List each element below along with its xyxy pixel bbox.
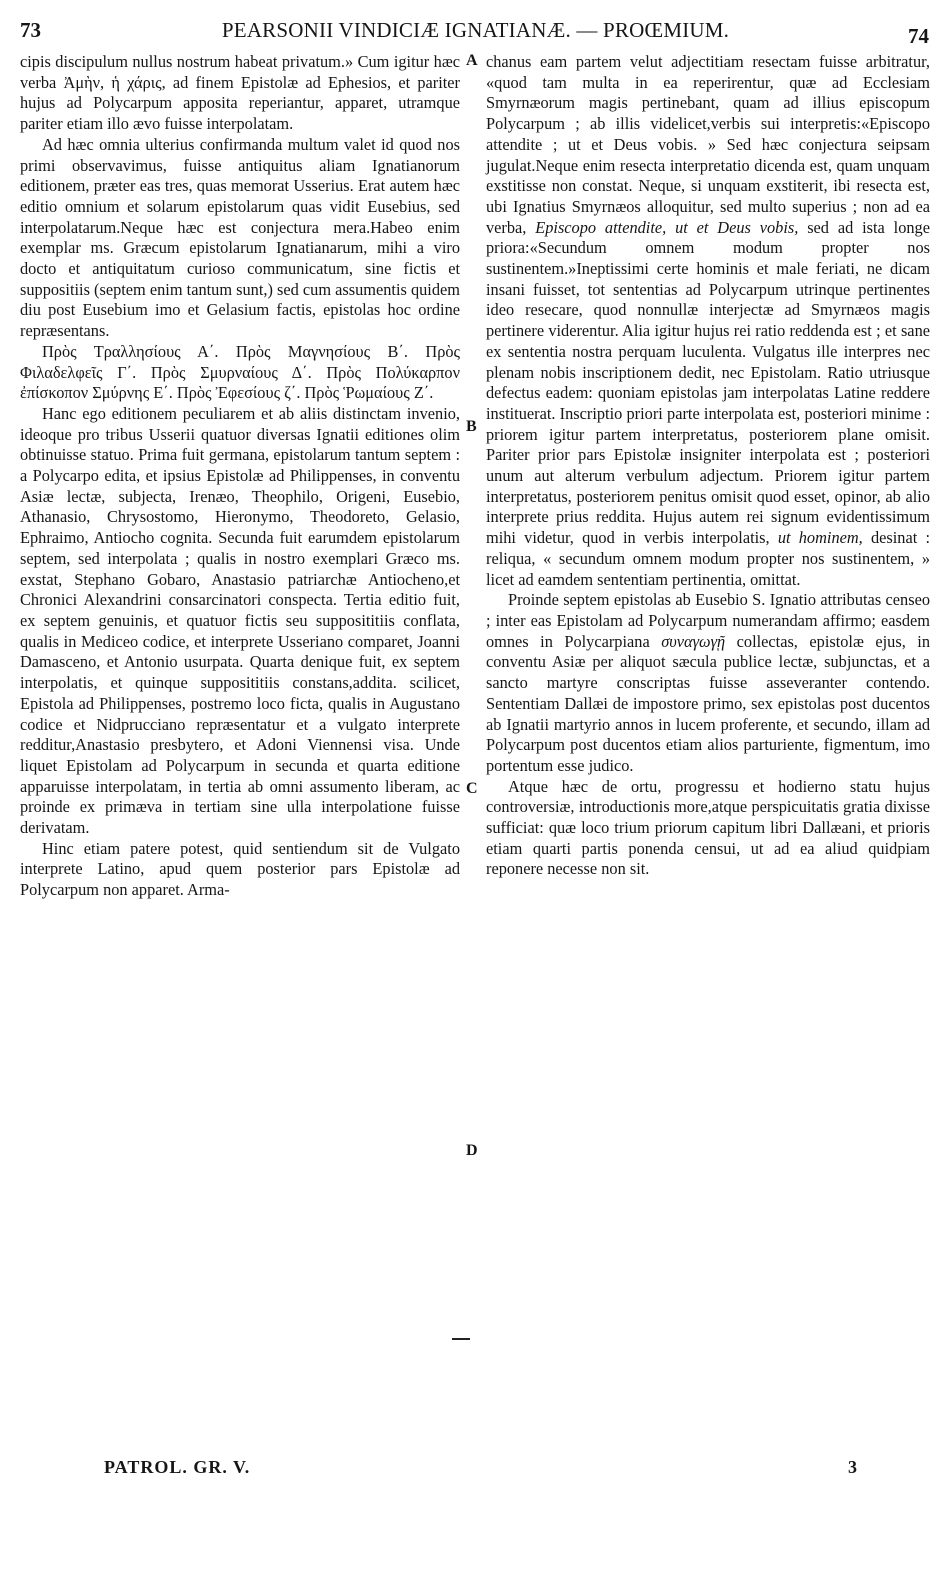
greek-word: συναγωγῇ: [661, 631, 726, 651]
page-number-right: 74: [908, 24, 929, 48]
italic-quote: Episcopo attendite, ut et Deus vobis,: [535, 217, 799, 237]
margin-letter-b: B: [466, 418, 477, 435]
paragraph: Ad hæc omnia ulterius confirmanda multum valet id quod nos primi observavimus, fuisse antiquitus aliam Ignatianorum editionem, præter eas tres, quas memorat Usserius. Erat autem hæc editio omnium et solarum epistolarum quas vidit Eusebius, sed interpolatarum.Neque hæc est conjectura mera.Habeo enim exemplar ms. Græcum epistolarum Ignatianarum, mihi a viro docto et antiquitatum curioso communicatum, sine fictis et suppositiis (septem enim tantum sunt,) sed cum assumentis quidem diu post Eusebium imo et Gelasium factis, epistolas hoc ordine repræsentans.: [20, 134, 460, 341]
paragraph: [486, 590, 930, 776]
left-column: [20, 52, 460, 901]
section-divider: [452, 1338, 470, 1340]
margin-letter-c: C: [466, 780, 478, 797]
italic-quote: ut hominem,: [777, 528, 863, 548]
paragraph: Atque hæc de ortu, progressu et hodierno statu hujus controversiæ, introductionis more,atque perspicuitatis gratia dixisse sufficiat: quæ loco trium priorum capitum libri Dallæani, et prioris etiam quarti partis ponenda censui, ut ad ea aliud quidpiam reponere necesse non sit.: [486, 776, 930, 879]
footer-gathering-number: 3: [848, 1457, 857, 1477]
paragraph: cipis discipulum nullus nostrum habeat privatum.» Cum igitur hæc verba Ἀμὴν, ἡ χάρις, ad finem Epistolæ ad Ephesios, et pariter hujus ad Polycarpum apposita reperiantur, apparet, utramque pariter etiam illo ævo fuisse interpolatam.: [20, 52, 460, 134]
footer-signature: PATROL. GR. V.: [104, 1457, 251, 1477]
text-run: Proinde septem epistolas ab Eusebio S. Ignatio attributas censeo ; inter eas Epistolam ad Polycarpum numerandam affirmo; easdem omnes in Polycarpiana: [486, 590, 930, 651]
text-run: desinat : reliqua, « secundum omnem modum propter nos sustinentem, » licet ad eamdem sententiam pertinentia, omittat.: [486, 528, 930, 589]
margin-letter-d: D: [466, 1142, 478, 1159]
text-run: chanus eam partem velut adjectitiam resectam fuisse arbitratur, «quod tam multa in ea reperirentur, quæ ad Ecclesiam Smyrnæorum magis pertinebant, quam ad illius episcopum Polycarpum ; ab illis videlicet,verbis sui interpretis:«Episcopo attendite ; ut et Deus vobis. » Sed hæc conjectura seipsam jugulat.Neque enim resecta interpretatio dicenda est, quam unquam exstitisse non constat. Neque, si unquam exstiterit, ibi resecta est, ubi Ignatius Smyrnæos alloquitur, sed multo superius ; non ad ea verba,: [486, 52, 930, 237]
paragraph: [486, 52, 930, 590]
paragraph: Hinc etiam patere potest, quid sentiendum sit de Vulgato interprete Latino, apud quem posterior pars Epistolæ ad Polycarpum non apparet. Arma-: [20, 838, 460, 900]
greek-epistle-list: Πρὸς Τραλλησίους Α΄. Πρὸς Μαγνησίους Β΄. Πρὸς Φιλαδελφεῖς Γ΄. Πρὸς Σμυρναίους Δ΄. Πρὸς Πολύκαρπον ἐπίσκοπον Σμύρνης Ε΄. Πρὸς Ἐφεσίους ζ΄. Πρὸς Ῥωμαίους Ζ΄.: [20, 341, 460, 403]
text-run: collectas, epistolæ ejus, in conventu Asiæ per aliquot sæcula publice lectæ, subjunctas, et a sancto martyre conscriptas fuisse asseveranter contendo. Sententiam Dallæi de impostore primo, sex epistolas post ducentos ab Ignatii martyrio annos in lucem proferente, et secundo, illam ad Polycarpum post ducentos etiam alios parturiente, figmentum, imo portentum esse judico.: [486, 631, 930, 775]
paragraph: Hanc ego editionem peculiarem et ab aliis distinctam invenio, ideoque pro tribus Usserii quatuor diversas Ignatii editiones olim obtinuisse statuo. Prima fuit germana, epistolarum tantum septem : a Polycarpo edita, et ipsius Epistolæ ad Philippenses, in conventu Asiæ lectæ, subjecta, Irenæo, Theophilo, Origeni, Eusebio, Athanasio, Chrysostomo, Hieronymo, Theodoreto, Gelasio, Ephraimo, Antiocho cognita. Secunda fuit earumdem epistolarum septem, sed interpolata ; qualis in nostro exemplari Græco ms. exstat, Stephano Gobaro, Anastasio patriarchæ Antiocheno,et Chronici Alexandrini consarcinatori conspecta. Tertia editio fuit, ex septem genuinis, et quatuor fictis seu supposititiis conflata, qualis in Mediceo codice, et interprete Usseriano comparet, Joanni Damasceno, et Antonio usurpata. Quarta denique fuit, ex septem interpolatis, et quinque supposititiis constans,addita. scilicet, Epistola ad Philippenses, postremo loco ficta, qualis in Augustano codice et Nidprucciano repræsentatur et a vulgato interprete redditur,Anastasio presbytero, et Adoni Viennensi visa. Unde liquet Epistolam ad Polycarpum in secunda et quarta editione apparuisse interpolatam, in tertia ab omni assumento liberam, ac proinde ex primæva in tertiam sine ulla interpolatione fuisse derivatam.: [20, 403, 460, 838]
page-number-left: 73: [20, 18, 41, 42]
page-title: PEARSONII VINDICIÆ IGNATIANÆ. — PROŒMIUM.: [221, 18, 730, 42]
right-column: [486, 52, 930, 880]
running-header: [0, 14, 951, 48]
margin-letter-a: A: [466, 52, 478, 69]
text-run: sed ad ista longe priora:«Secundum omnem modum propter nos sustinentem.»Ineptissimi certe hominis et male feriati, ne dicam insani fuisset, tot sententias ad Polycarpum utrinque pertinentes ideo resecare, quod nonnullæ interjectæ ad Smyrnæos magis pertinere viderentur. Alia igitur hujus rei ratio reddenda est ; et sane ex sententia nostra perquam luculenta. Vulgatus ille interpres nec plenam nobis inscriptionem dedit, nec Epistolam. Ratio utriusque defectus eadem: quoniam epistolas jam interpolatas Latine reddere instituerat. Inscriptio priori parte interpolata est, posteriori minime : priorem igitur partem interpretatus, posteriorem plane omisit. Pariter prior pars Epistolæ insigniter interpolata est ; posteriori unum aut alterum verbulum adjectum. Priorem igitur partem interpretatus, posteriorem penitus omisit quod esset, opinor, ab alio interprete prius reddita. Hujus autem rei signum evidentissimum mihi videtur, quod in verbis interpolatis,: [486, 217, 930, 548]
